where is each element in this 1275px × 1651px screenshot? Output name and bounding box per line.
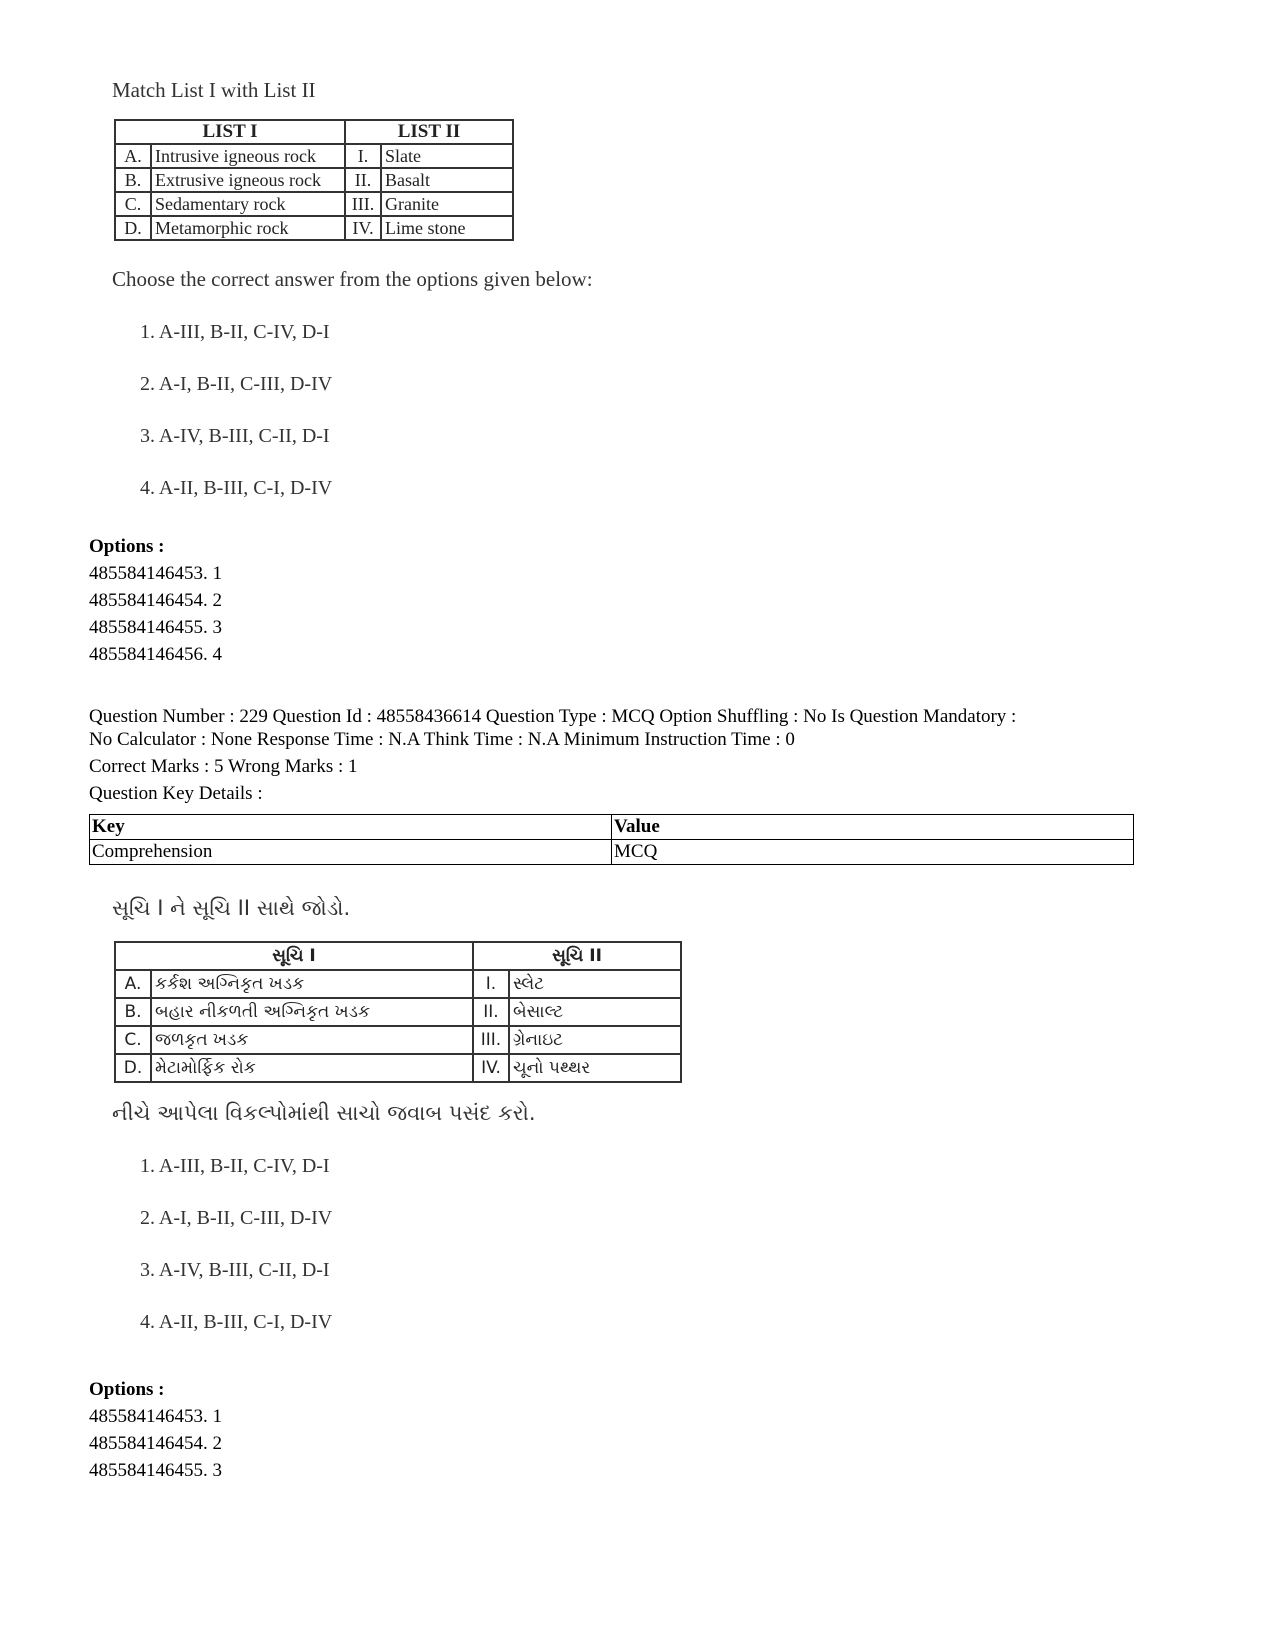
value-cell: MCQ [612,840,1134,865]
key-cell: Comprehension [90,840,612,865]
row-label: B. [115,998,151,1026]
answer-choice: 4. A-II, B-III, C-I, D-IV [140,1311,333,1333]
row-label: A. [115,144,151,168]
table-row [115,168,513,192]
question-image-english [112,78,732,514]
list-ii-item: Lime stone [381,216,513,240]
list-i-item: Extrusive igneous rock [151,168,345,192]
list-ii-item: ગ્રેનાઇટ [509,1026,681,1054]
options-block [89,533,222,668]
row-numeral: II. [345,168,381,192]
option-item: 485584146454. 2 [89,590,222,611]
value-header: Value [612,815,1134,840]
choose-instruction: નીચે આપેલા વિકલ્પોમાંથી સાચો જવાબ પસંદ કરો. [112,1101,536,1125]
row-label: A. [115,970,151,998]
row-numeral: IV. [473,1054,509,1082]
list-ii-item: સ્લેટ [509,970,681,998]
question-prompt: Match List I with List II [112,78,316,102]
answer-choice: 3. A-IV, B-III, C-II, D-I [140,425,330,447]
list-i-item: Sedamentary rock [151,192,345,216]
option-item: 485584146455. 3 [89,1460,222,1481]
option-item: 485584146454. 2 [89,1433,222,1454]
table-row [115,970,681,998]
row-numeral: II. [473,998,509,1026]
question-prompt: સૂચિ I ને સૂચિ II સાથે જોડો. [112,896,351,920]
table-row [115,1054,681,1082]
option-item: 485584146453. 1 [89,1406,222,1427]
list-ii-header: LIST II [345,120,513,144]
answer-choice: 2. A-I, B-II, C-III, D-IV [140,373,333,395]
key-header: Key [90,815,612,840]
table-row [115,192,513,216]
question-key-table [89,814,1134,865]
list-ii-item: Granite [381,192,513,216]
answer-choice: 1. A-III, B-II, C-IV, D-I [140,1155,330,1177]
row-numeral: IV. [345,216,381,240]
row-numeral: III. [473,1026,509,1054]
list-ii-item: બેસાલ્ટ [509,998,681,1026]
answer-list [112,306,732,514]
question-meta-line: Question Number : 229 Question Id : 48558436614 Question Type : MCQ Option Shuffling : No Is Question Mandatory : [89,706,1017,727]
list-ii-item: Slate [381,144,513,168]
answer-choice: 1. A-III, B-II, C-IV, D-I [140,321,330,343]
table-row [115,144,513,168]
table-row [90,840,1134,865]
row-label: C. [115,192,151,216]
answer-choice: 2. A-I, B-II, C-III, D-IV [140,1207,333,1229]
list-i-item: Metamorphic rock [151,216,345,240]
table-row [115,998,681,1026]
row-label: B. [115,168,151,192]
match-table [114,119,514,241]
row-label: C. [115,1026,151,1054]
table-row [115,1026,681,1054]
list-i-item: કર્કશ અગ્નિકૃત ખડક [151,970,473,998]
list-i-item: બહાર નીકળતી અગ્નિકૃત ખડક [151,998,473,1026]
row-numeral: I. [345,144,381,168]
answer-list [112,1140,732,1348]
row-label: D. [115,1054,151,1082]
list-ii-item: Basalt [381,168,513,192]
option-item: 485584146455. 3 [89,617,222,638]
row-numeral: III. [345,192,381,216]
marks-line: Correct Marks : 5 Wrong Marks : 1 [89,756,358,777]
question-image-gujarati [112,896,732,1348]
options-label: Options : [89,1379,165,1400]
options-label: Options : [89,536,165,557]
option-item: 485584146456. 4 [89,644,222,665]
option-item: 485584146453. 1 [89,563,222,584]
list-i-header: LIST I [115,120,345,144]
list-ii-header: સૂચિ II [473,942,681,970]
list-i-item: Intrusive igneous rock [151,144,345,168]
list-i-item: મેટામોર્ફિક રોક [151,1054,473,1082]
match-table [114,941,682,1083]
list-i-header: સૂચિ I [115,942,473,970]
table-row [90,815,1134,840]
table-row [115,216,513,240]
row-label: D. [115,216,151,240]
question-header [89,705,1016,805]
list-ii-item: ચૂનો પથ્થર [509,1054,681,1082]
answer-choice: 4. A-II, B-III, C-I, D-IV [140,477,333,499]
key-details-label: Question Key Details : [89,783,263,804]
list-i-item: જળકૃત ખડક [151,1026,473,1054]
options-block [89,1376,222,1484]
answer-choice: 3. A-IV, B-III, C-II, D-I [140,1259,330,1281]
question-meta-line: No Calculator : None Response Time : N.A Think Time : N.A Minimum Instruction Time : 0 [89,729,795,750]
row-numeral: I. [473,970,509,998]
choose-instruction: Choose the correct answer from the options given below: [112,267,593,291]
